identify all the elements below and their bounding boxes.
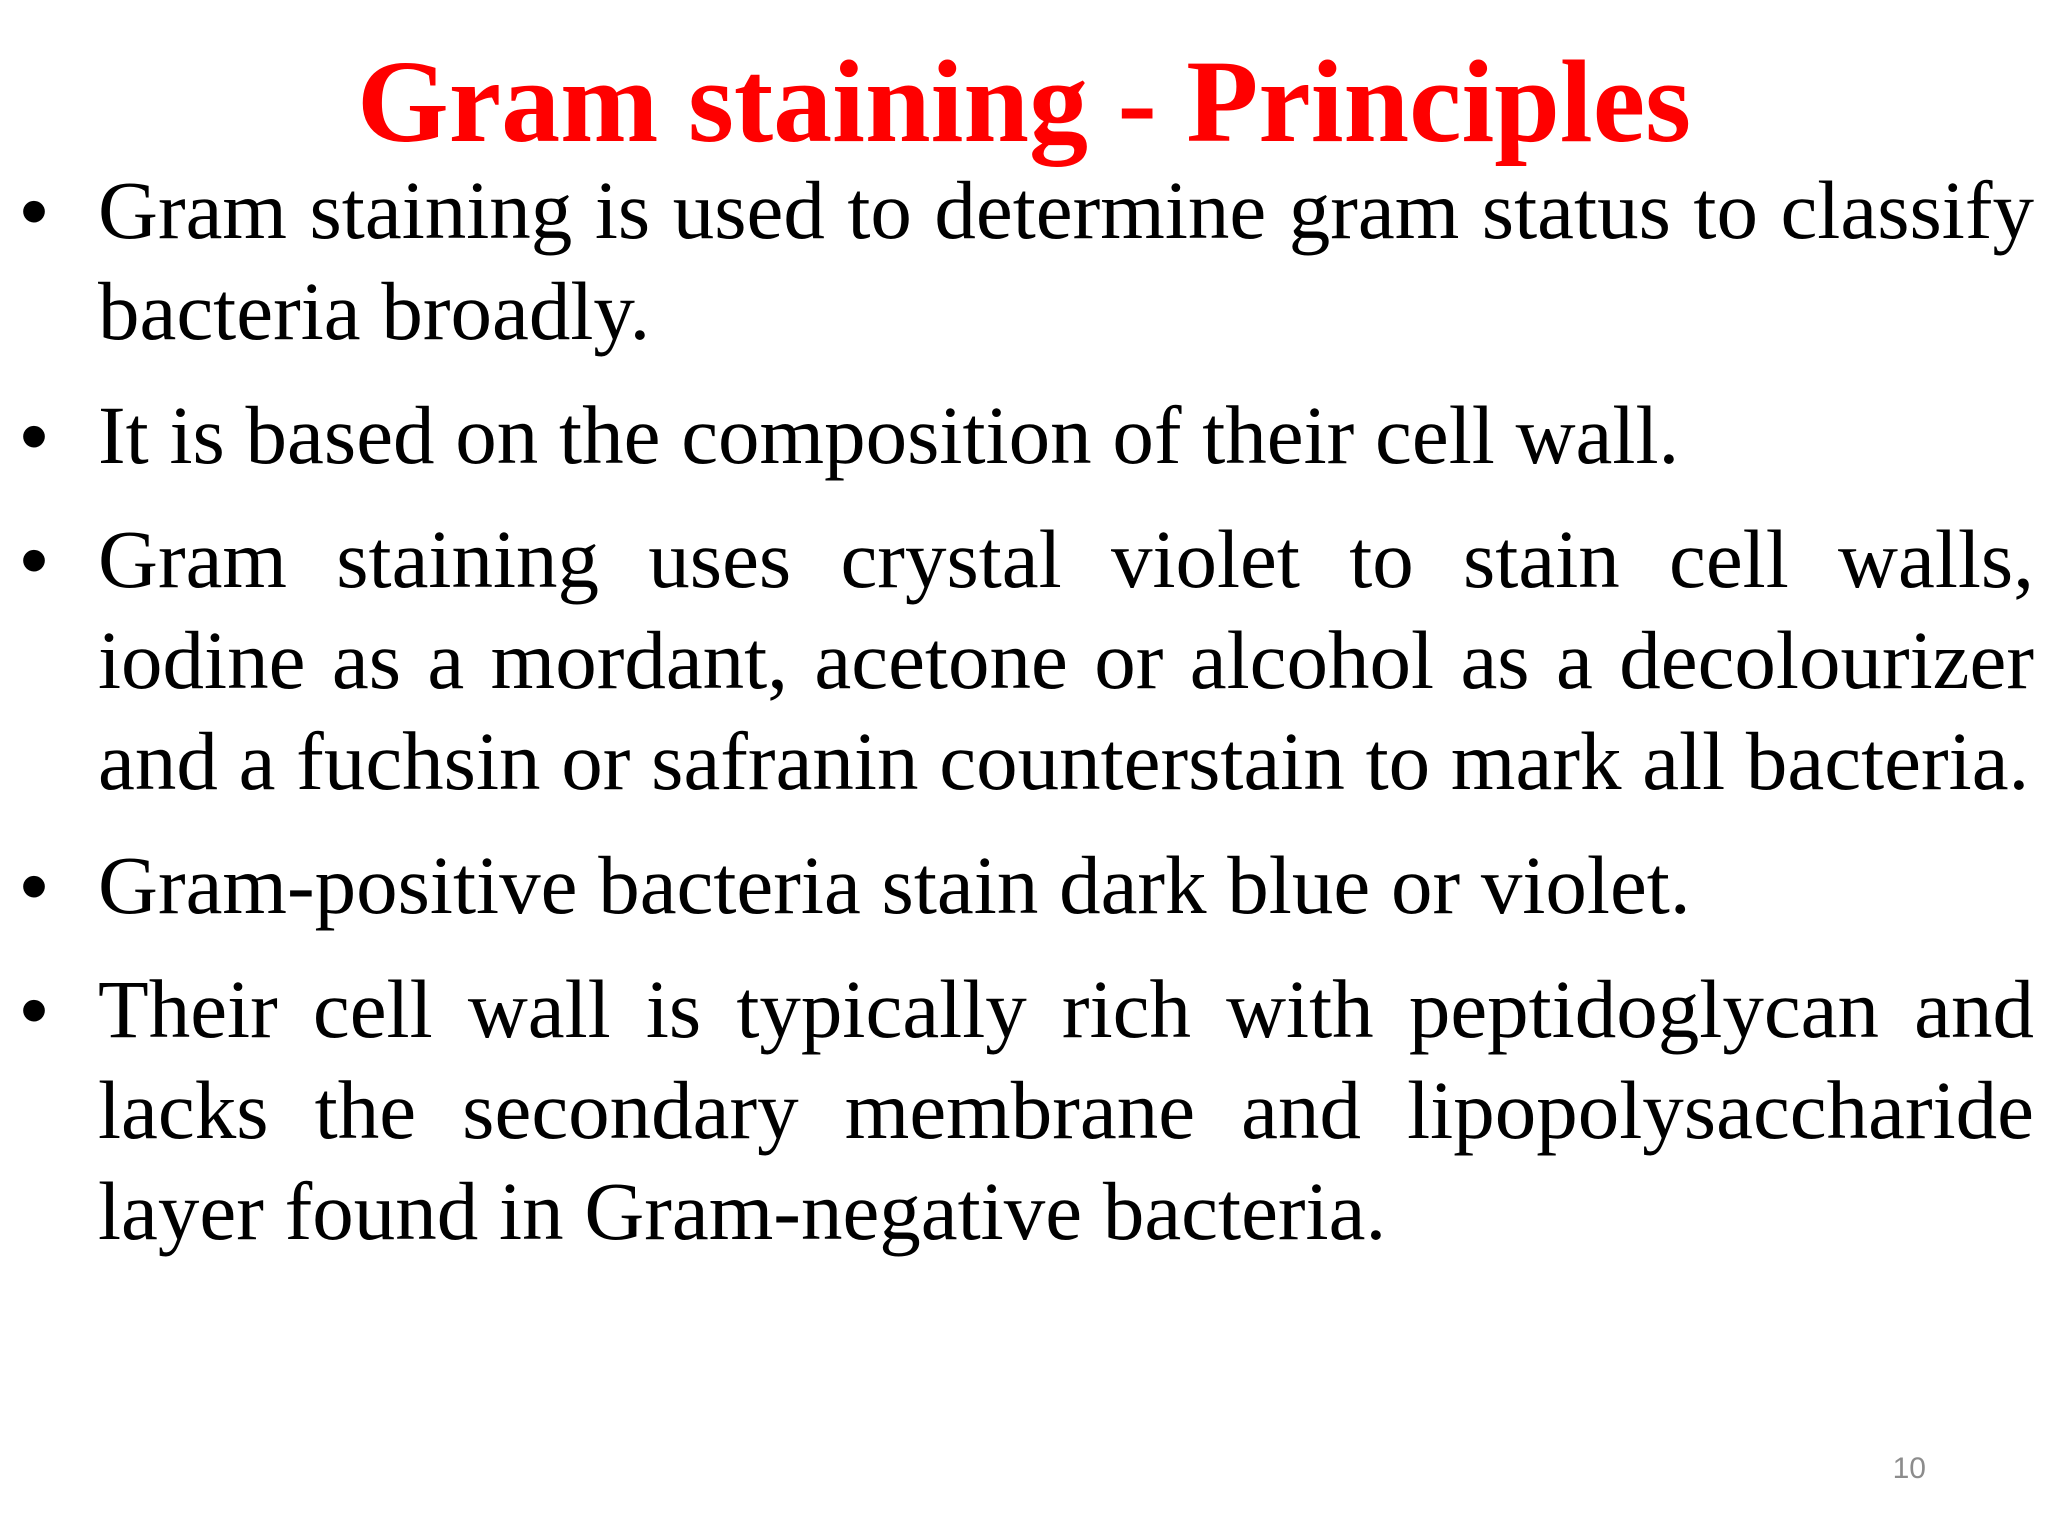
slide-title: Gram staining - Principles	[356, 36, 1691, 167]
bullet-dot-icon: •	[20, 515, 49, 604]
bullet-item	[20, 959, 2034, 1262]
bullet-item	[20, 385, 2034, 486]
bullet-text: It is based on the composition of their cell wall.	[98, 389, 1680, 481]
bullet-text: Gram staining is used to determine gram status to classify bacteria broadly.	[98, 164, 2034, 357]
bullet-item	[20, 835, 2034, 936]
page-number: 10	[1892, 1452, 1926, 1485]
bullet-list	[0, 160, 2048, 1262]
bullet-item	[20, 509, 2034, 812]
bullet-text: Gram staining uses crystal violet to stain cell walls, iodine as a mordant, acetone or alcohol as a decolourizer and a fuchsin or safranin counterstain to mark all bacteria.	[98, 513, 2034, 807]
bullet-text: Their cell wall is typically rich with peptidoglycan and lacks the secondary membrane and lipopolysaccharide layer found in Gram-negative bacteria.	[98, 963, 2034, 1257]
bullet-dot-icon: •	[20, 391, 49, 480]
bullet-dot-icon: •	[20, 965, 49, 1054]
bullet-item	[20, 160, 2034, 362]
bullet-dot-icon: •	[20, 166, 49, 255]
bullet-text: Gram-positive bacteria stain dark blue or violet.	[98, 839, 1691, 931]
bullet-dot-icon: •	[20, 841, 49, 930]
